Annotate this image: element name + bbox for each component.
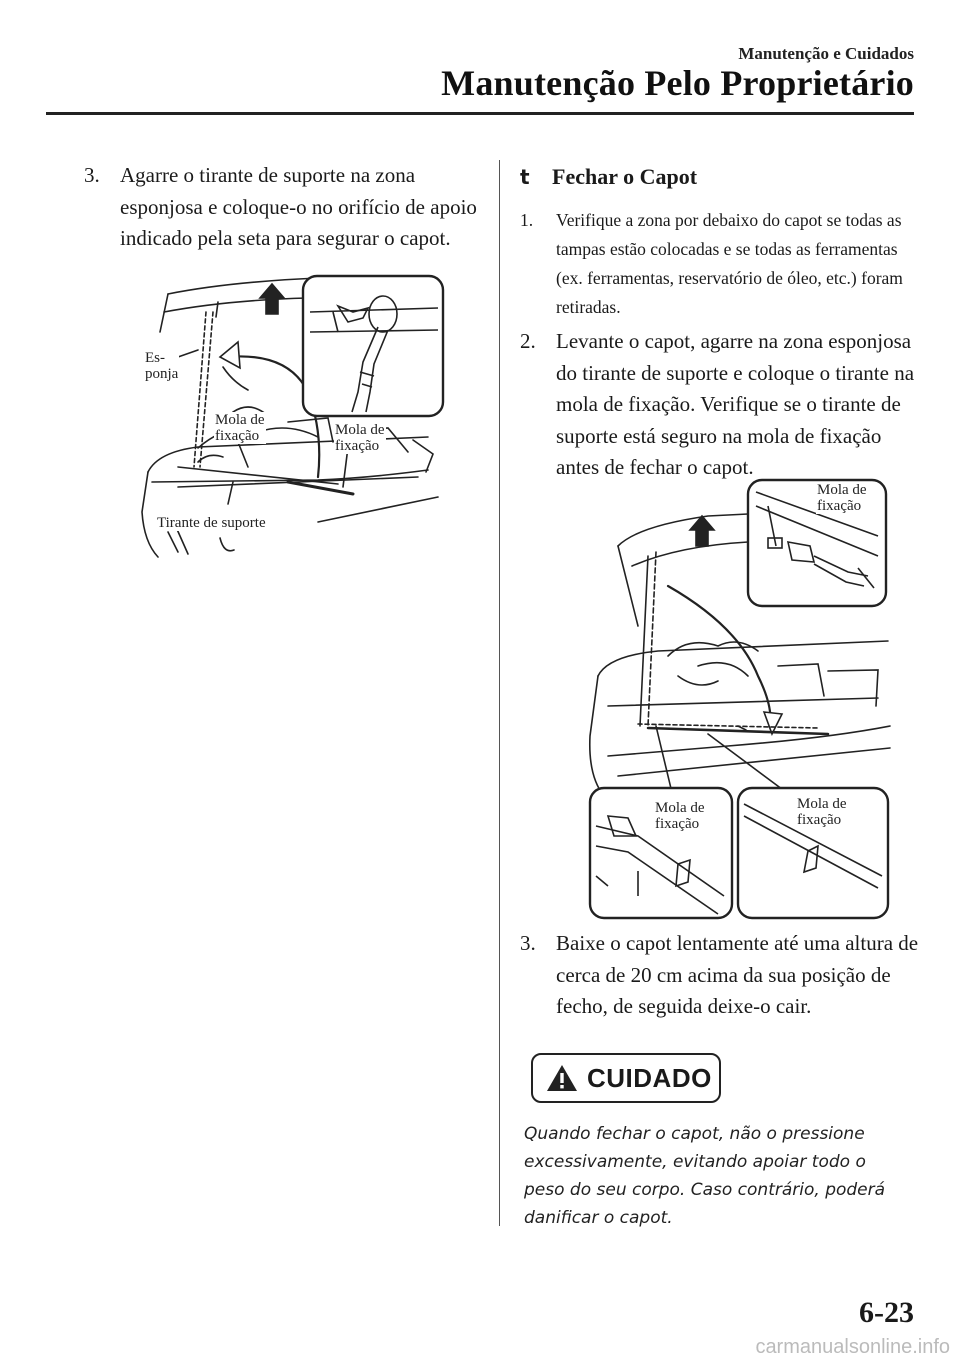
section-title-text: Fechar o Capot (552, 164, 698, 189)
label-tirante-de-suporte: Tirante de suporte (157, 515, 266, 531)
step-2-right (520, 326, 920, 484)
hood-closing-drawing (578, 476, 894, 922)
step-3-left (84, 160, 484, 255)
step-text: Baixe o capot lentamente até uma altura de cerca de 20 cm acima da sua posição de fecho, de seguida deixe-o cair. (556, 931, 919, 1018)
hood-support-illustration (138, 272, 448, 562)
section-heading: Manutenção Pelo Proprietário (441, 63, 914, 103)
step-text: Levante o capot, agarre na zona esponjosa do tirante de suporte e coloque o tirante na mola de fixação. Verifique se o tirante de suporte está seguro na mola de fixação antes de fechar o capot. (556, 329, 915, 479)
chapter-title: Manutenção e Cuidados (738, 44, 914, 63)
step-number: 2. (520, 329, 536, 353)
right-column-lower (520, 928, 920, 1023)
caution-label: CUIDADO (587, 1062, 712, 1093)
step-text: Agarre o tirante de suporte na zona esponjosa e coloque-o no orifício de apoio indicado pela seta para segurar o capot. (120, 163, 477, 250)
label-mola-de-fixacao: Mola de fixação (335, 422, 385, 454)
warning-icon (545, 1063, 579, 1093)
right-column (520, 160, 920, 484)
label-esponja: Es- ponja (145, 350, 179, 382)
page-number: 6-23 (859, 1296, 914, 1329)
left-column (84, 160, 484, 255)
step-3-right (520, 928, 920, 1023)
label-mola-de-fixacao-bottom-left: Mola de fixação (655, 800, 705, 832)
watermark-url: carmanualsonline.info (755, 1336, 950, 1358)
step-text: Verifique a zona por debaixo do capot se todas as tampas estão colocadas e se todas as ferramentas (ex. ferramentas, reservatório de óleo, etc.) foram retiradas. (556, 210, 903, 317)
step-number: 1. (520, 210, 534, 230)
label-mola-de-fixacao-bottom-right: Mola de fixação (797, 796, 847, 828)
caution-text: Quando fechar o capot, não o pressione excessivamente, evitando apoiar todo o peso do seu corpo. Caso contrário, poderá danificar o capot. (524, 1124, 886, 1228)
section-title-fechar-capot (520, 162, 920, 192)
label-mola-de-fixacao: Mola de fixação (215, 412, 265, 444)
column-divider (499, 160, 500, 1226)
header-rule (46, 112, 914, 115)
step-number: 3. (520, 931, 536, 955)
section-bullet: t (520, 165, 530, 189)
step-1-right (520, 206, 920, 322)
label-mola-de-fixacao-top: Mola de fixação (817, 482, 867, 514)
hood-closing-illustration (578, 476, 894, 922)
step-number: 3. (84, 163, 100, 187)
caution-box (531, 1053, 721, 1103)
